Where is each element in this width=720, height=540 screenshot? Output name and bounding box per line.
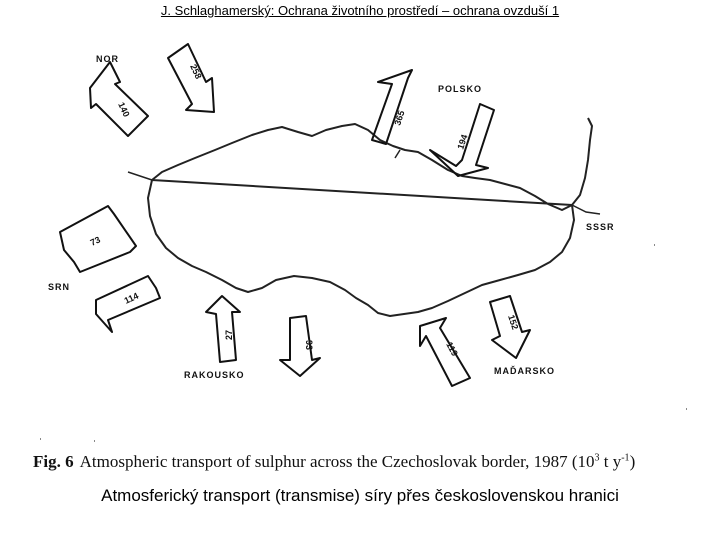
flow-nor-outgoing: 140 — [116, 100, 132, 119]
figure-number: Fig. 6 — [33, 452, 74, 471]
label-nor: NOR — [96, 54, 119, 64]
flow-srn-outgoing: 114 — [122, 290, 141, 306]
flow-at-outgoing: 93 — [304, 340, 314, 351]
figure-title — [33, 452, 635, 472]
flow-hu-outgoing: 152 — [506, 313, 521, 331]
label-polsko: POLSKO — [438, 84, 483, 94]
figure-title-text: Atmospheric transport of sulphur across the Czechoslovak border, 1987 — [79, 452, 568, 471]
flow-srn-incoming: 73 — [88, 234, 102, 248]
slide-caption: Atmosferický transport (transmise) síry přes československou hranici — [101, 486, 619, 505]
scan-speck — [686, 408, 687, 410]
scan-speck — [654, 244, 655, 246]
flow-pl-outgoing: 194 — [455, 133, 470, 151]
flow-at-incoming: 27 — [224, 329, 234, 340]
arrow-nor-incoming — [168, 44, 214, 112]
label-rakousko: RAKOUSKO — [184, 370, 245, 380]
page-header: J. Schlaghamerský: Ochrana životního prostředí – ochrana ovzduší 1 — [160, 3, 560, 18]
arrow-pl-incoming — [372, 70, 412, 144]
arrow-hu-incoming — [420, 318, 470, 386]
scan-speck — [40, 438, 41, 440]
label-madarsko: MAĎARSKO — [494, 366, 555, 376]
figure-unit: ($10^3$ t $y^{-1}$) — [571, 452, 636, 471]
flow-nor-incoming: 258 — [188, 62, 204, 81]
arrow-nor-outgoing — [90, 62, 148, 136]
flow-pl-incoming: 365 — [392, 109, 407, 127]
scan-speck — [94, 440, 95, 442]
label-sssr: SSSR — [586, 222, 615, 232]
flow-hu-incoming: 119 — [444, 340, 460, 358]
label-srn: SRN — [48, 282, 71, 292]
arrow-at-incoming — [206, 296, 240, 362]
czechoslovakia-border — [148, 118, 592, 316]
